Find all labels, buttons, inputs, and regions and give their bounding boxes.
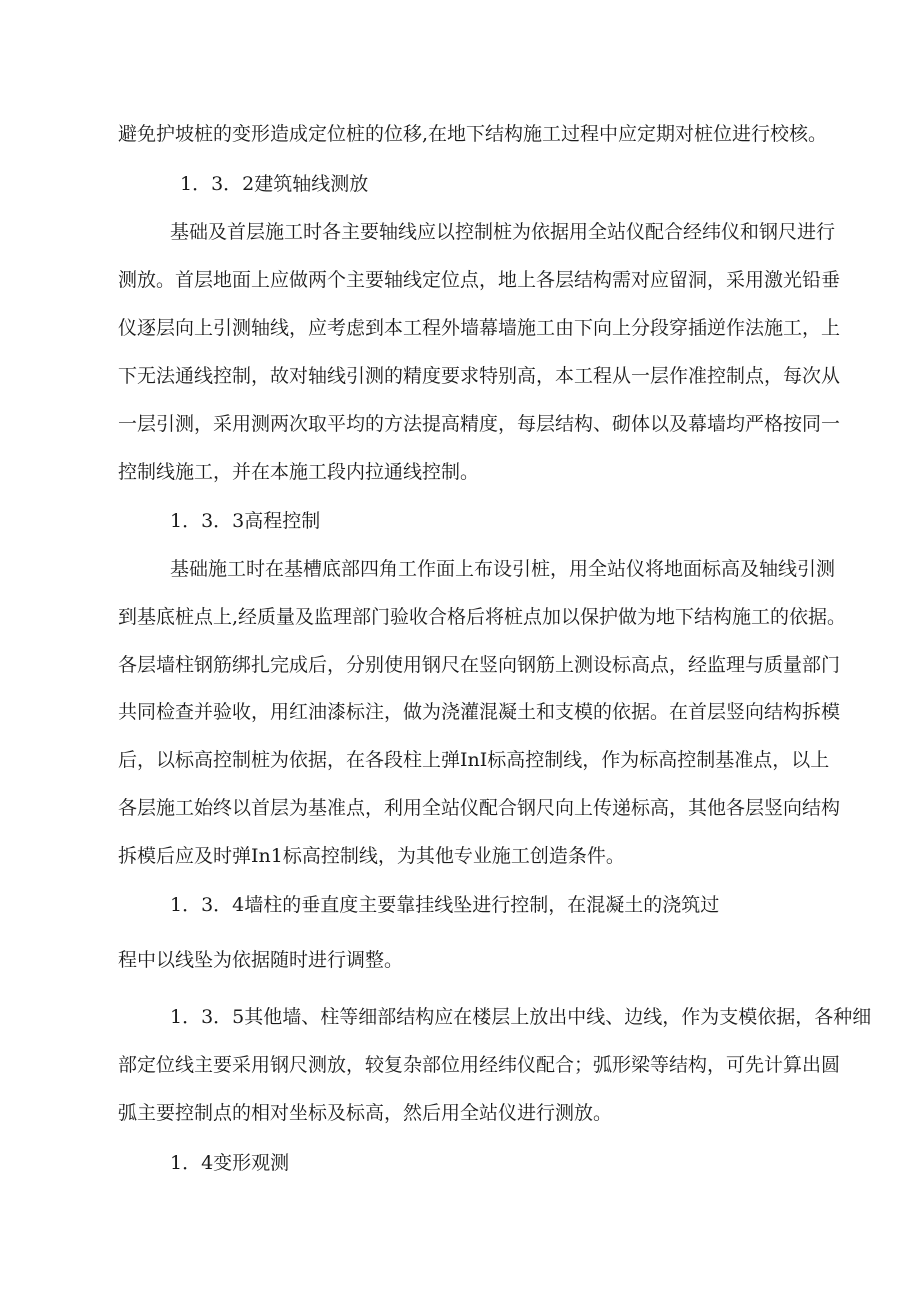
body-text-line: 到基底桩点上,经质量及监理部门验收合格后将桩点加以保护做为地下结构施工的依据。 — [118, 606, 847, 628]
body-text-line: 基础施工时在基槽底部四角工作面上布设引桩，用全站仪将地面标高及轴线引测 — [170, 558, 836, 580]
body-text-line: 下无法通线控制，故对轴线引测的精度要求特别高，本工程从一层作准控制点，每次从 — [118, 365, 841, 387]
body-text-line: 避免护坡桩的变形造成定位桩的位移,在地下结构施工过程中应定期对桩位进行校核。 — [118, 123, 828, 145]
body-text-line: 拆模后应及时弹In1标高控制线，为其他专业施工创造条件。 — [118, 845, 625, 867]
body-text-line: 一层引测，采用测两次取平均的方法提高精度，每层结构、砌体以及幕墙均严格按同一 — [118, 413, 841, 435]
body-text-line: 共同检查并验收，用红油漆标注，做为浇灌混凝土和支模的依据。在首层竖向结构拆模 — [118, 701, 841, 723]
section-heading-1-4: 1．4变形观测 — [170, 1152, 290, 1174]
section-paragraph-1-3-5: 1．3．5其他墙、柱等细部结构应在楼层上放出中线、边线，作为支模依据，各种细 — [170, 1006, 872, 1028]
body-text-line: 控制线施工，并在本施工段内拉通线控制。 — [118, 461, 480, 483]
body-text-line: 程中以线坠为依据随时进行调整。 — [118, 949, 404, 971]
body-text-line: 基础及首层施工时各主要轴线应以控制桩为依据用全站仪配合经纬仪和钢尺进行 — [170, 221, 836, 243]
body-text-line: 仪逐层向上引测轴线，应考虑到本工程外墙幕墙施工由下向上分段穿插逆作法施工，上 — [118, 317, 841, 339]
section-heading-1-3-3: 1．3．3高程控制 — [170, 510, 321, 532]
body-text-line: 部定位线主要采用钢尺测放，较复杂部位用经纬仪配合；弧形梁等结构，可先计算出圆 — [118, 1054, 841, 1076]
body-text-line: 各层墙柱钢筋绑扎完成后，分别使用钢尺在竖向钢筋上测设标高点，经监理与质量部门 — [118, 654, 841, 676]
body-text-line: 测放。首层地面上应做两个主要轴线定位点，地上各层结构需对应留洞，采用激光铅垂 — [118, 269, 841, 291]
section-paragraph-1-3-4: 1．3．4墙柱的垂直度主要靠挂线坠进行控制，在混凝土的浇筑过 — [170, 894, 720, 916]
body-text-line: 后，以标高控制桩为依据，在各段柱上弹InI标高控制线，作为标高控制基准点，以上 — [118, 749, 830, 771]
body-text-line: 各层施工始终以首层为基准点，利用全站仪配合钢尺向上传递标高，其他各层竖向结构 — [118, 797, 841, 819]
body-text-line: 弧主要控制点的相对坐标及标高，然后用全站仪进行测放。 — [118, 1102, 613, 1124]
section-heading-1-3-2: 1．3．2建筑轴线测放 — [180, 173, 369, 195]
